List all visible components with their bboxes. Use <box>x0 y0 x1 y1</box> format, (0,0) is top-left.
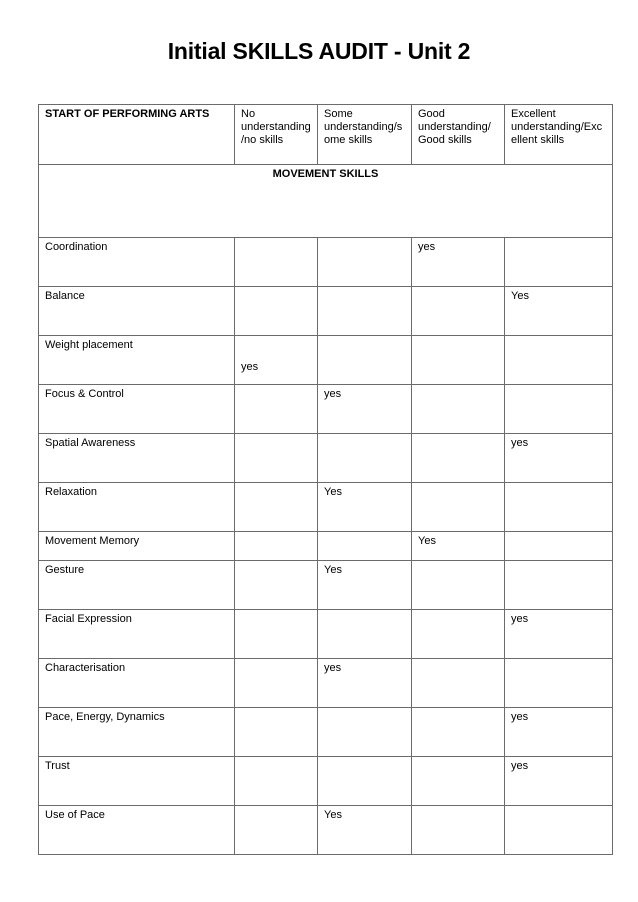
rating-cell <box>235 483 318 532</box>
rating-cell <box>235 757 318 806</box>
rating-cell: yes <box>505 610 613 659</box>
skill-label: Use of Pace <box>39 806 235 855</box>
rating-cell: yes <box>505 708 613 757</box>
rating-cell <box>505 385 613 434</box>
table-row <box>39 561 613 610</box>
rating-cell <box>412 806 505 855</box>
table-row <box>39 659 613 708</box>
table-row <box>39 708 613 757</box>
rating-cell <box>318 336 412 385</box>
table-row <box>39 610 613 659</box>
table-row <box>39 238 613 287</box>
skill-label: Relaxation <box>39 483 235 532</box>
rating-cell <box>505 238 613 287</box>
rating-cell: yes <box>505 757 613 806</box>
table-row <box>39 336 613 385</box>
table-row <box>39 483 613 532</box>
rating-cell: Yes <box>412 532 505 561</box>
rating-cell <box>412 483 505 532</box>
rating-cell <box>318 708 412 757</box>
rating-cell: yes <box>505 434 613 483</box>
rating-cell: Yes <box>318 561 412 610</box>
rating-cell <box>235 287 318 336</box>
rating-cell: yes <box>318 385 412 434</box>
rating-cell <box>235 708 318 757</box>
rating-cell <box>235 610 318 659</box>
rating-cell <box>235 385 318 434</box>
table-row <box>39 806 613 855</box>
skill-label: Characterisation <box>39 659 235 708</box>
column-header-no-understanding: No understanding/no skills <box>235 105 318 165</box>
rating-cell <box>412 659 505 708</box>
rating-cell: Yes <box>318 483 412 532</box>
rating-cell: yes <box>412 238 505 287</box>
rating-cell <box>318 532 412 561</box>
rating-cell <box>412 561 505 610</box>
rating-cell <box>505 483 613 532</box>
rating-cell <box>505 336 613 385</box>
rating-cell <box>318 610 412 659</box>
skill-label: Balance <box>39 287 235 336</box>
rating-cell <box>505 659 613 708</box>
rating-cell: yes <box>318 659 412 708</box>
rating-cell <box>235 561 318 610</box>
rating-cell <box>318 238 412 287</box>
skill-label: Focus & Control <box>39 385 235 434</box>
rating-cell: yes <box>235 336 318 385</box>
rating-cell <box>412 287 505 336</box>
section-row <box>39 165 613 238</box>
corner-heading: START OF PERFORMING ARTS <box>39 105 235 165</box>
column-header-good-understanding: Good understanding/Good skills <box>412 105 505 165</box>
header-row <box>39 105 613 165</box>
skill-label: Spatial Awareness <box>39 434 235 483</box>
skill-label: Gesture <box>39 561 235 610</box>
column-header-excellent-understanding: Excellent understanding/Excellent skills <box>505 105 613 165</box>
table-row <box>39 385 613 434</box>
rating-cell <box>318 434 412 483</box>
skill-label: Facial Expression <box>39 610 235 659</box>
rating-cell <box>235 532 318 561</box>
rating-cell <box>235 238 318 287</box>
rating-cell <box>412 757 505 806</box>
table-row <box>39 434 613 483</box>
skill-label: Pace, Energy, Dynamics <box>39 708 235 757</box>
rating-cell <box>505 806 613 855</box>
rating-cell: Yes <box>318 806 412 855</box>
skill-label: Weight placement <box>39 336 235 385</box>
rating-cell <box>412 434 505 483</box>
rating-cell <box>235 659 318 708</box>
rating-cell: Yes <box>505 287 613 336</box>
rating-cell <box>318 287 412 336</box>
rating-cell <box>412 385 505 434</box>
rating-cell <box>235 806 318 855</box>
rating-cell <box>318 757 412 806</box>
section-heading: MOVEMENT SKILLS <box>39 165 613 238</box>
column-header-some-understanding: Some understanding/some skills <box>318 105 412 165</box>
page-title: Initial SKILLS AUDIT - Unit 2 <box>167 38 471 64</box>
rating-cell <box>505 561 613 610</box>
table-row <box>39 532 613 561</box>
rating-cell <box>412 708 505 757</box>
skill-label: Trust <box>39 757 235 806</box>
rating-cell <box>412 610 505 659</box>
rating-cell <box>412 336 505 385</box>
skill-label: Movement Memory <box>39 532 235 561</box>
skill-label: Coordination <box>39 238 235 287</box>
skills-audit-table <box>38 104 613 855</box>
rating-cell <box>235 434 318 483</box>
table-row <box>39 287 613 336</box>
table-row <box>39 757 613 806</box>
rating-cell <box>505 532 613 561</box>
